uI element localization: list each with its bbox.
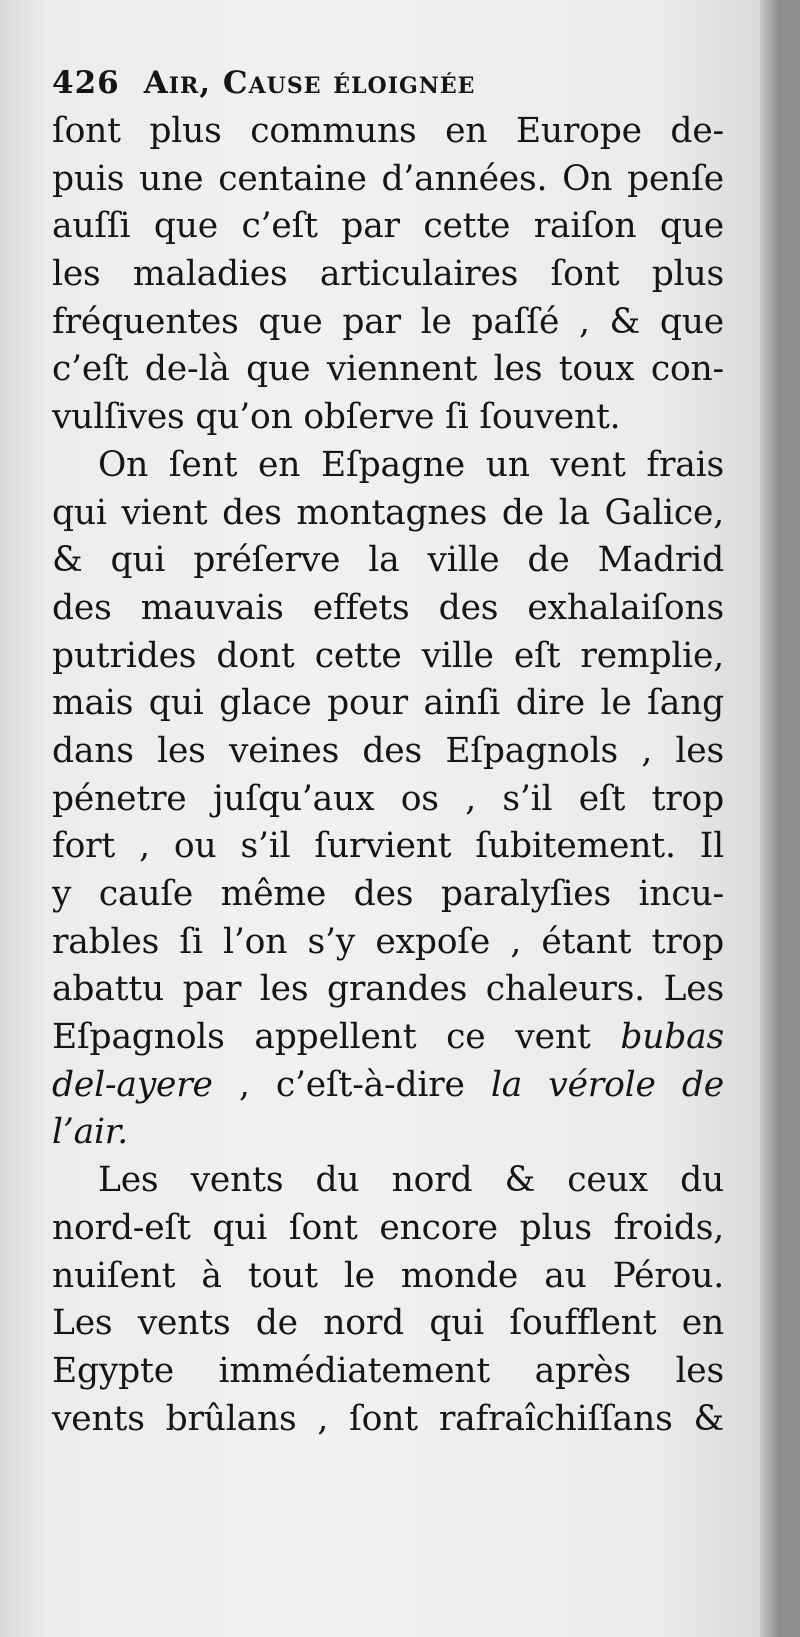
text-line: Egypte immédiatement après les (52, 1350, 724, 1391)
paragraph-start-line: On ſent en Eſpagne un vent frais (98, 444, 724, 485)
text-line: & qui préſerve la ville de Madrid (52, 540, 724, 581)
text-line: fréquentes que par le paſſé , & que (52, 301, 724, 342)
text-line: y cauſe même des paralyſies incu- (52, 874, 724, 914)
italic-term: del-ayere (52, 1064, 213, 1105)
text-line: pénetre juſqu’aux os , s’il eſt trop (52, 778, 724, 819)
paragraph-start-line: Les vents du nord & ceux du (98, 1160, 724, 1201)
text-line: les maladies articulaires ſont plus (52, 254, 724, 295)
page-number: 426 (52, 65, 120, 101)
text-line: nuiſent à tout le monde au Pérou. (52, 1255, 724, 1296)
text-segment: Eſpagnols appellent ce vent (52, 1017, 591, 1058)
text-line: Les vents de nord qui ſoufflent en (52, 1303, 724, 1344)
text-line: puis une centaine d’années. On penſe (52, 158, 724, 199)
text-line: vulſives qu’on obſerve ſi ſouvent. (52, 397, 621, 438)
italic-term: bubas (620, 1017, 724, 1058)
italic-phrase-end: l’air. (52, 1112, 129, 1153)
text-line: des mauvais effets des exhalaiſons (52, 587, 724, 628)
text-line: auſſi que c’eſt par cette raiſon que (52, 206, 724, 247)
italic-phrase: la vérole de (490, 1064, 724, 1105)
running-header (52, 58, 724, 108)
text-segment: , c’eſt-à-dire (238, 1064, 465, 1105)
text-line: rables ſi l’on s’y expoſe , étant trop (52, 921, 724, 962)
text-line: putrides dont cette ville eſt remplie, (52, 635, 724, 676)
text-line: mais qui glace pour ainſi dire le ſang (52, 683, 724, 724)
text-line-mixed (52, 1062, 724, 1110)
running-title: Air, Cause éloignée (143, 65, 476, 101)
text-line: nord-eſt qui ſont encore plus froids, (52, 1207, 724, 1248)
text-line: qui vient des montagnes de la Galice, (52, 492, 724, 533)
page-text (52, 58, 724, 1443)
text-line: ſont plus communs en Europe de- (52, 111, 724, 151)
text-line: abattu par les grandes chaleurs. Les (52, 969, 724, 1010)
text-line: fort , ou s’il ſurvient ſubitement. Il (52, 826, 724, 867)
text-line: vents brûlans , ſont rafraîchiſſans & (52, 1398, 724, 1439)
page-edge-shadow (760, 0, 780, 1637)
text-line-mixed (52, 1014, 724, 1062)
text-line: dans les veines des Eſpagnols , les (52, 730, 724, 771)
text-line (52, 1109, 724, 1157)
text-line: c’eſt de-là que viennent les toux con- (52, 349, 724, 390)
